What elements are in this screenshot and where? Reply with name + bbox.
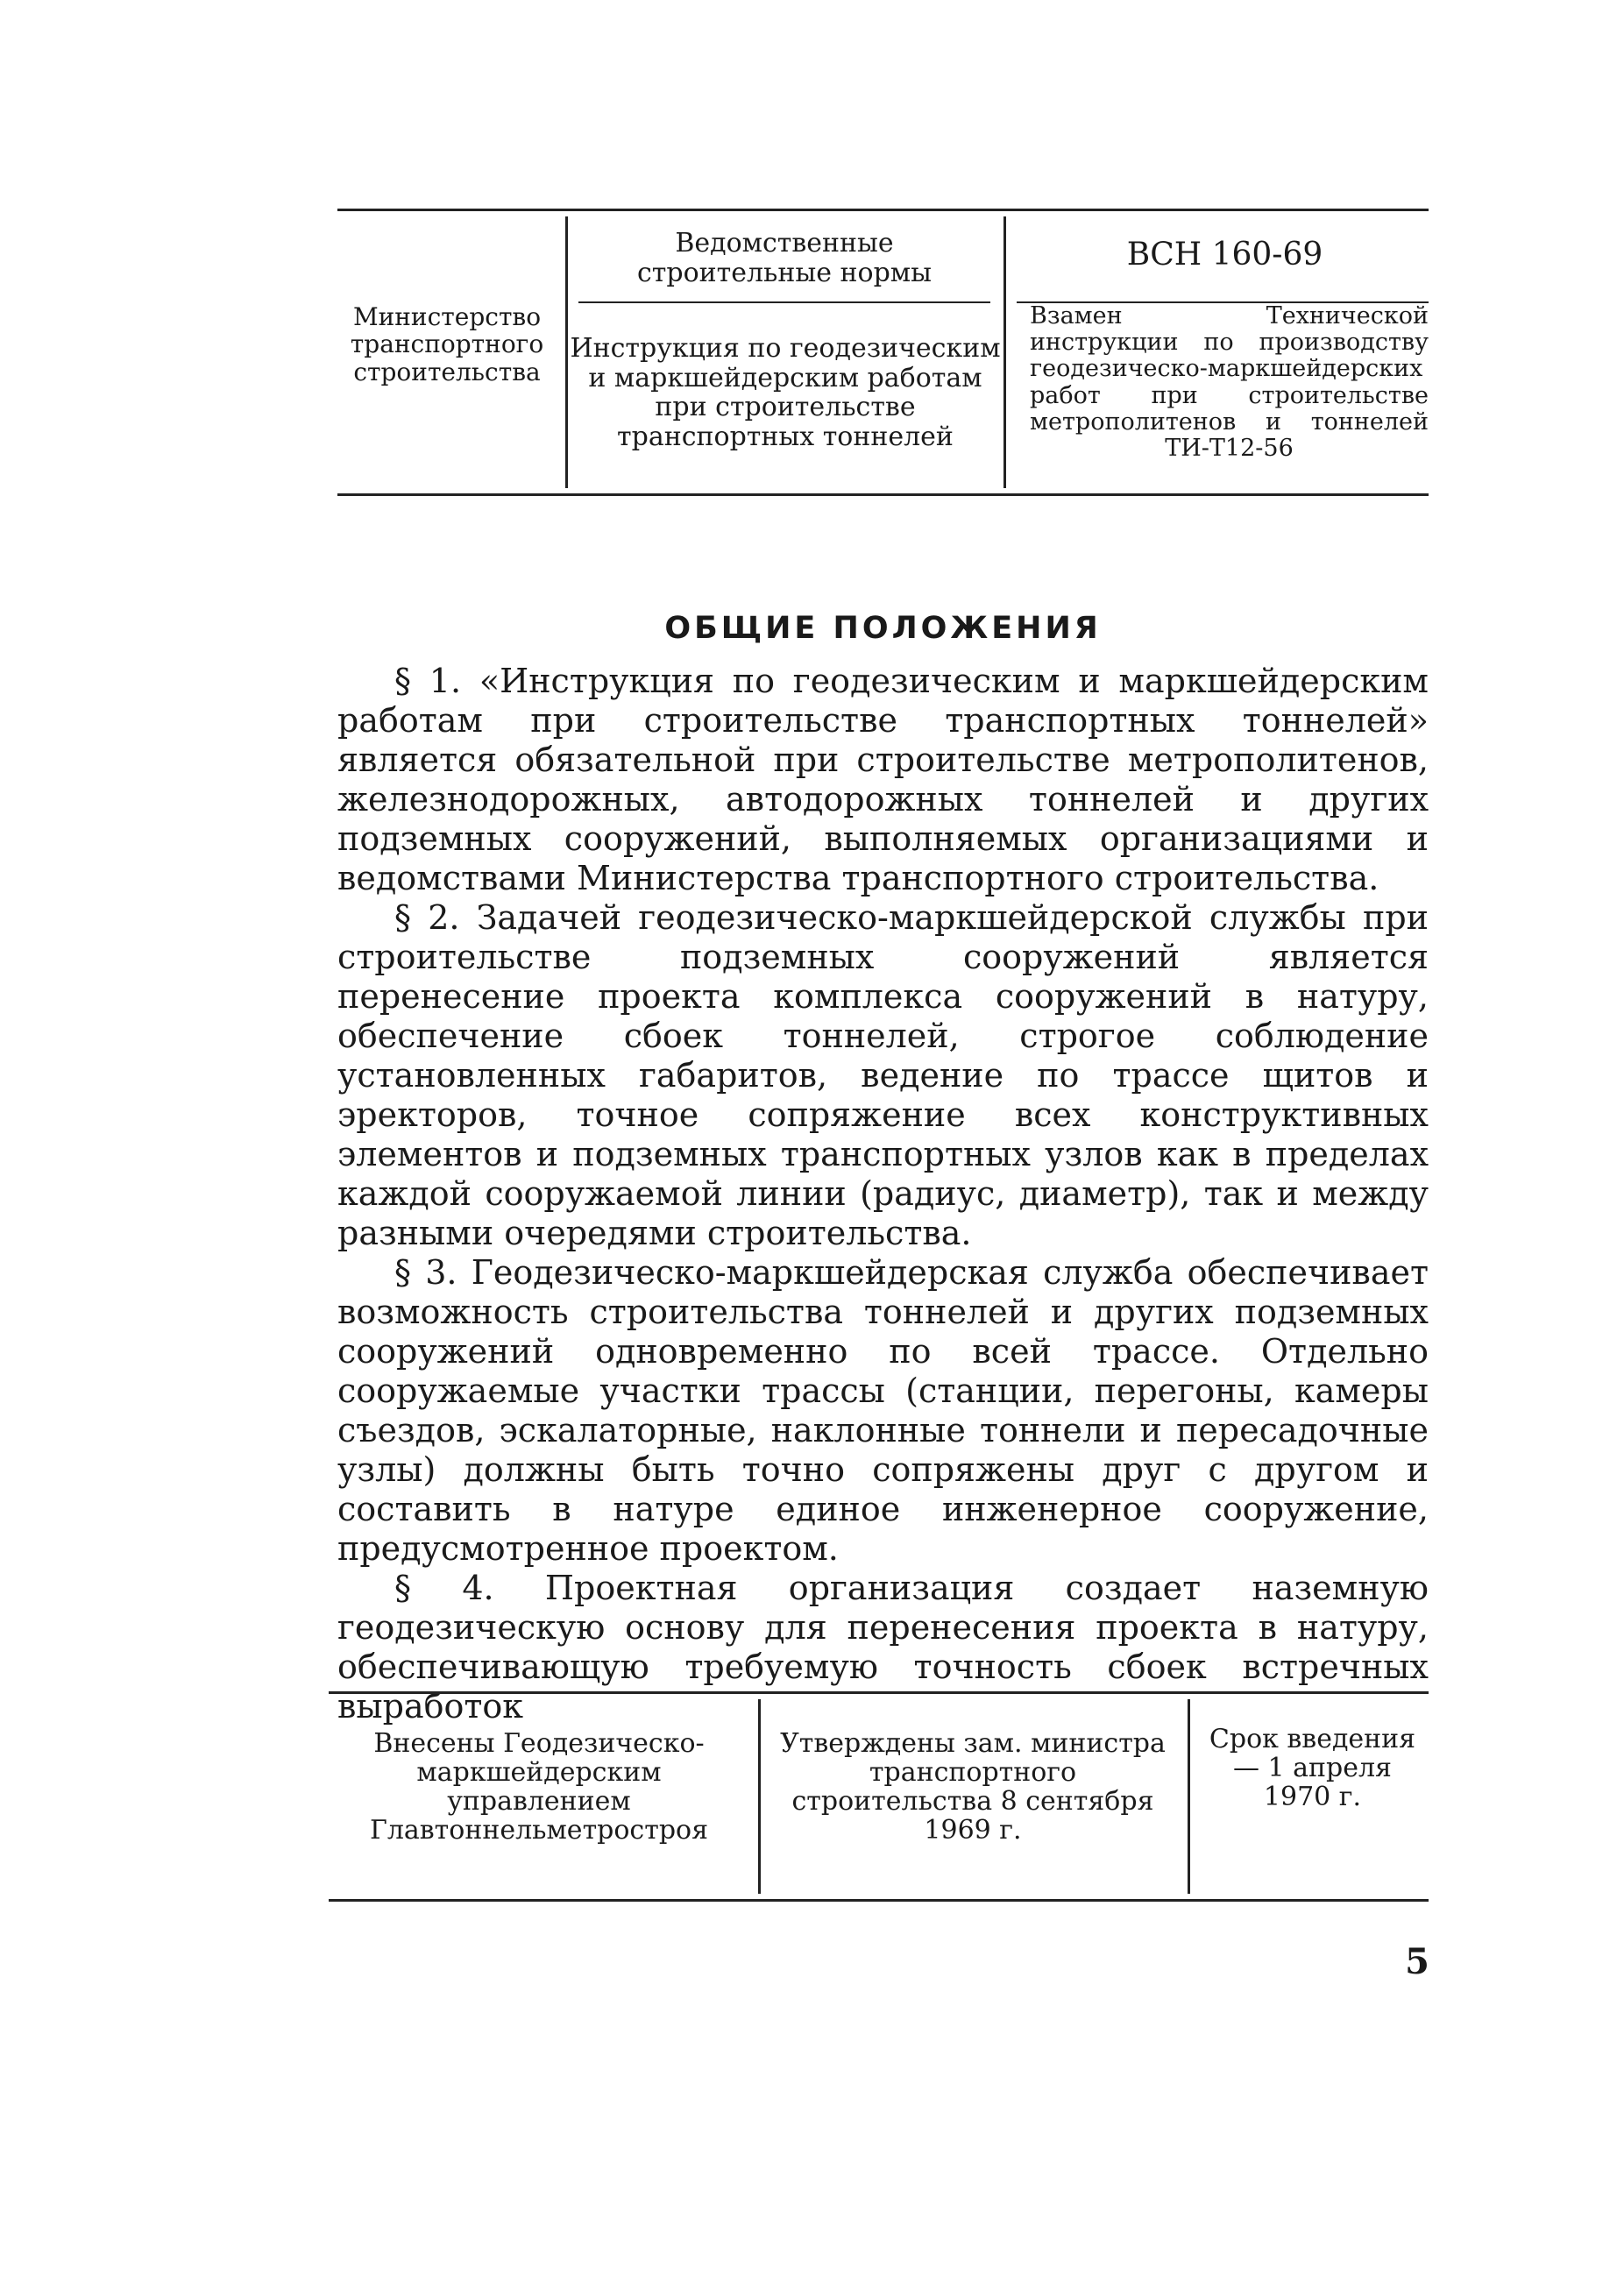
footer-divider-1: [758, 1699, 761, 1894]
header-divider-2: [1003, 216, 1006, 488]
doc-title: Инструкция по геодезическим и маркшейдерским работам при строительстве транспортных тоннелей: [570, 333, 1001, 452]
organization: Министерство транспортного строительства: [350, 302, 544, 386]
header-hline-mid: [578, 301, 990, 303]
paragraph-2: § 2. Задачей геодезическо-маркшейдерской службы при строительстве подземных сооружений является перенесение проекта комплекса сооружений в натуру, обеспечение сбоек тоннелей, строгое соблюдение установленных габаритов, ведение по трассе щитов и эректоров, точное сопряжение всех конструктивных элементов и подземных транспортных узлов как в пределах каждой сооружаемой линии (радиус, диаметр), так и между разными очередями строительства.: [337, 898, 1429, 1252]
header-divider-1: [565, 216, 568, 488]
doc-type: Ведомственные строительные нормы: [636, 228, 933, 288]
approved-by: Утверждены зам. министра транспортного строительства 8 сентября 1969 г.: [780, 1728, 1166, 1846]
paragraph-4: § 4. Проектная организация создает наземную геодезическую основу для перенесения проекта в натуру, обеспечивающую требуемую точность сбоек встречных выработок: [337, 1569, 1429, 1726]
doc-replaces: Взамен Технической инструкции по производству геодезическо-маркшейдерских работ при строительстве метрополитенов и тоннелей ТИ-Т12-56: [1030, 302, 1429, 463]
doc-code: ВСН 160-69: [1126, 237, 1323, 273]
paragraph-3: § 3. Геодезическо-маркшейдерская служба обеспечивает возможность строительства тоннелей и других подземных сооружений одновременно по всей трассе. Отдельно сооружаемые участки трассы (станции, перегоны, камеры съездов, эскалаторные, наклонные тоннели и пересадочные узлы) должны быть точно сопряжены друг с другом и составить в натуре единое инженерное сооружение, предусмотренное проектом.: [337, 1253, 1429, 1568]
header-table: [337, 209, 1429, 496]
paragraph-1: § 1. «Инструкция по геодезическим и маркшейдерским работам при строительстве транспортных тоннелей» является обязательной при строительстве метрополитенов, железнодорожных, автодорожных тоннелей и других подземных сооружений, выполняемых организациями и ведомствами Министерства транспортного строительства.: [337, 662, 1429, 897]
section-title: ОБЩИЕ ПОЛОЖЕНИЯ: [664, 611, 1102, 646]
effective-date: Срок введения— 1 апреля 1970 г.: [1209, 1724, 1416, 1812]
page-number: 5: [1405, 1941, 1429, 1982]
submitted-by: Внесены Геодезическо-маркшейдерским управлением Главтоннельметростроя: [369, 1728, 709, 1846]
footer-table: [329, 1691, 1429, 1902]
body-text: [337, 662, 1429, 1726]
footer-divider-2: [1188, 1699, 1190, 1894]
